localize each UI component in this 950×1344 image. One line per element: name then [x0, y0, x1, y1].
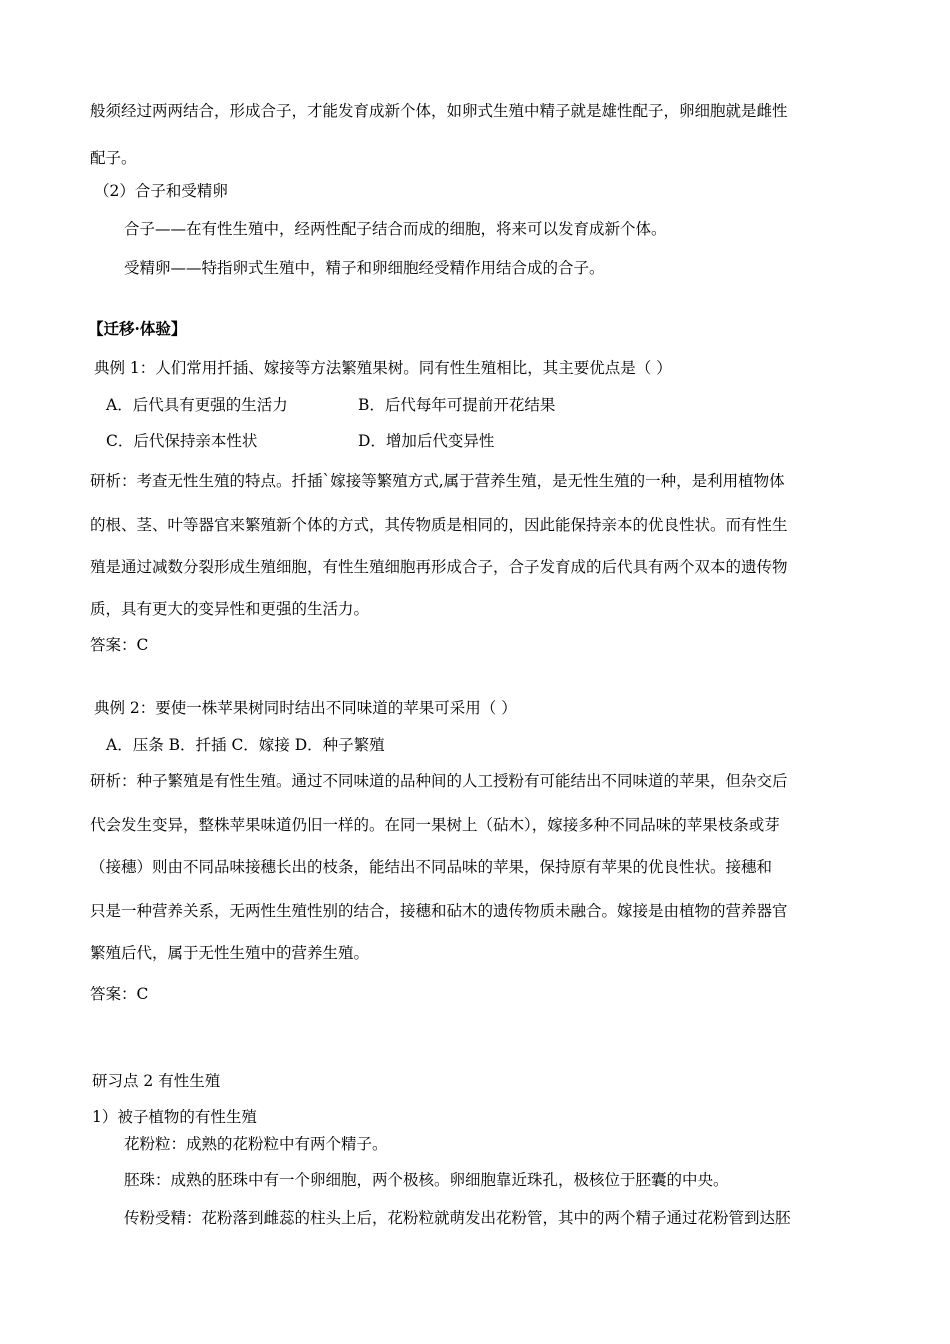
pollen-line: 花粉粒：成熟的花粉粒中有两个精子。 — [124, 1135, 388, 1153]
example1-option-c: C．后代保持亲本性状 — [106, 432, 258, 450]
example2-analysis-line: （接穗）则由不同品味接穗长出的枝条，能结出不同品味的苹果，保持原有苹果的优良性状。接穗和 — [90, 858, 773, 876]
example1-analysis-line: 质，具有更大的变异性和更强的生活力。 — [90, 600, 370, 618]
example1-analysis-line: 殖是通过减数分裂形成生殖细胞，有性生殖细胞再形成合子，合子发育成的后代具有两个双本的遗传物 — [90, 558, 788, 576]
definition-zygote: 合子——在有性生殖中，经两性配子结合而成的细胞，将来可以发育成新个体。 — [124, 220, 667, 238]
example1-analysis-line: 研析：考查无性生殖的特点。扦插`嫁接等繁殖方式,属于营养生殖，是无性生殖的一种，是利用植物体 — [90, 472, 785, 490]
fertilization-line: 传粉受精：花粉落到雌蕊的柱头上后，花粉粒就萌发出花粉管，其中的两个精子通过花粉管到达胚 — [124, 1209, 791, 1227]
section-heading: （2）合子和受精卵 — [94, 182, 228, 200]
example1-option-d: D．增加后代变异性 — [358, 432, 495, 450]
example1-option-a: A．后代具有更强的生活力 — [106, 396, 288, 414]
example2-question: 典例 2：要使一株苹果树同时结出不同味道的苹果可采用（ ） — [94, 699, 517, 717]
study-point-heading: 研习点 2 有性生殖 — [92, 1072, 221, 1090]
intro-line-1: 般须经过两两结合，形成合子，才能发育成新个体，如卵式生殖中精子就是雄性配子，卵细胞就是雌性 — [90, 102, 788, 120]
study-point-subheading: 1）被子植物的有性生殖 — [92, 1108, 257, 1126]
ovule-line: 胚珠：成熟的胚珠中有一个卵细胞，两个极核。卵细胞靠近珠孔，极核位于胚囊的中央。 — [124, 1171, 729, 1189]
migrate-heading: 【迁移·体验】 — [88, 319, 187, 338]
example2-options: A．压条 B．扦插 C．嫁接 D．种子繁殖 — [106, 736, 385, 754]
example1-answer: 答案：C — [90, 636, 149, 654]
example2-analysis-line: 繁殖后代，属于无性生殖中的营养生殖。 — [90, 944, 370, 962]
example1-question: 典例 1：人们常用扦插、嫁接等方法繁殖果树。同有性生殖相比，其主要优点是（ ） — [94, 359, 672, 377]
example2-answer: 答案：C — [90, 985, 149, 1003]
example2-analysis-line: 代会发生变异，整株苹果味道仍旧一样的。在同一果树上（砧木），嫁接多种不同品味的苹果枝条或芽 — [90, 816, 780, 834]
example1-option-b: B．后代每年可提前开花结果 — [358, 396, 556, 414]
example2-analysis-line: 只是一种营养关系，无两性生殖性别的结合，接穗和砧木的遗传物质未融合。嫁接是由植物的营养器官 — [90, 902, 788, 920]
definition-fertilized-egg: 受精卵——特指卵式生殖中，精子和卵细胞经受精作用结合成的合子。 — [124, 259, 605, 277]
example1-analysis-line: 的根、茎、叶等器官来繁殖新个体的方式，其传物质是相同的，因此能保持亲本的优良性状。而有性生 — [90, 516, 788, 534]
example2-analysis-line: 研析：种子繁殖是有性生殖。通过不同味道的品种间的人工授粉有可能结出不同味道的苹果，但杂交后 — [90, 772, 788, 790]
intro-line-2: 配子。 — [90, 149, 137, 167]
